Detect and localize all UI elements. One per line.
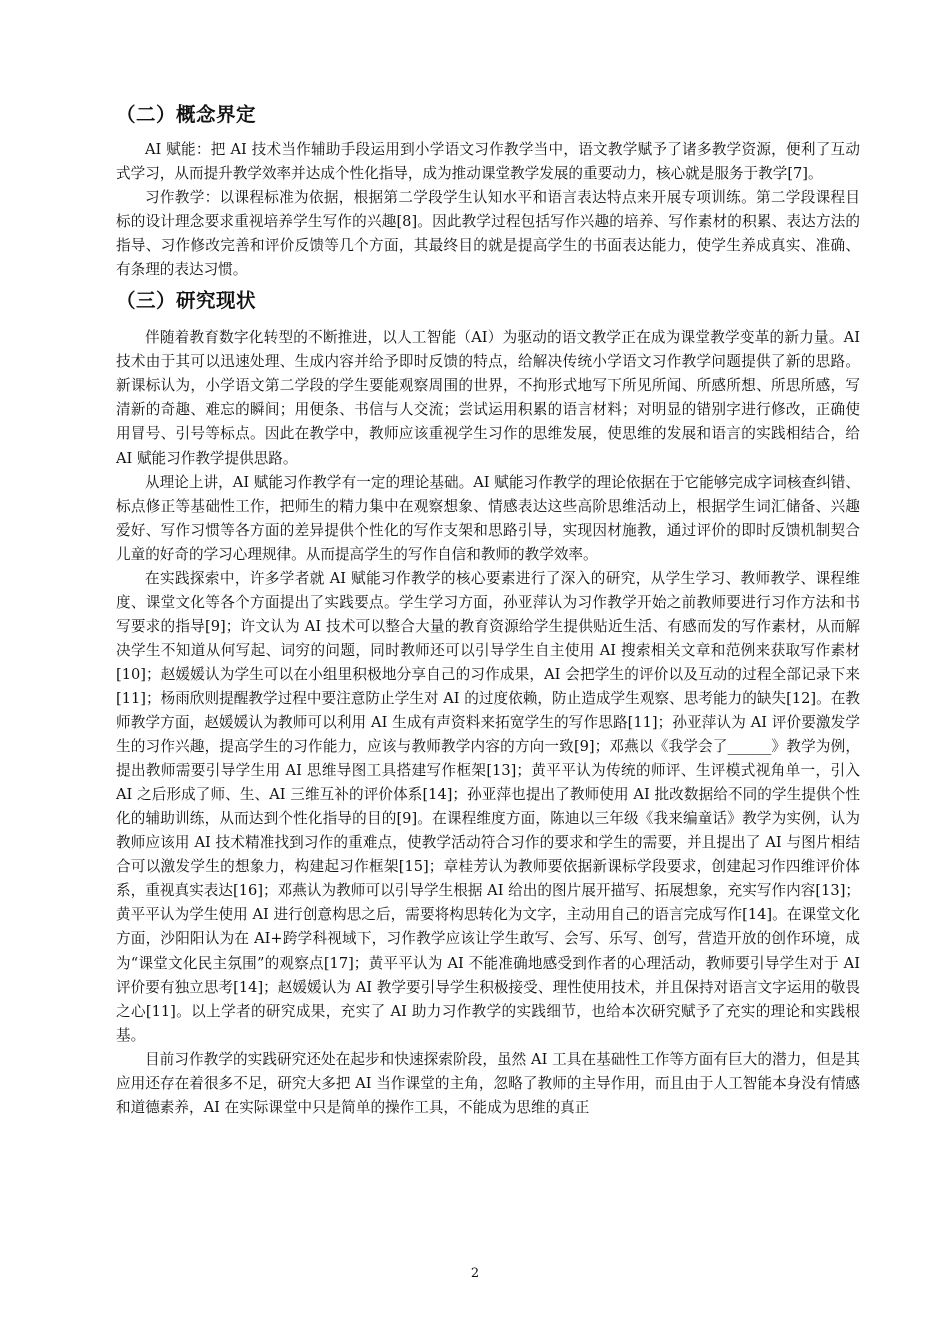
paragraph: 伴随着教育数字化转型的不断推进，以人工智能（AI）为驱动的语文教学正在成为课堂教学变革的新力量。AI 技术由于其可以迅速处理、生成内容并给予即时反馈的特点，给解决传统小学语文习作教学问题提供了新的思路。新课标认为，小学语文第二学段的学生要能观察周围的世界，不拘形式地写下所见所闻、所感所想、所思所感，写清新的奇趣、难忘的瞬间；用便条、书信与人交流；尝试运用积累的语言材料；对明显的错别字进行修改，正确使用冒号、引号等标点。因此在教学中，教师应该重视学生习作的思维发展，使思维的发展和语言的实践相结合，给 AI 赋能习作教学提供思路。	[116, 329, 860, 467]
page-number: 2	[470, 1266, 480, 1281]
paragraph: 目前习作教学的实践研究还处在起步和快速探索阶段，虽然 AI 工具在基础性工作等方面有巨大的潜力，但是其应用还存在着很多不足，研究大多把 AI 当作课堂的主角，忽略了教师的主导作用，而且由于人工智能本身没有情感和道德素养，AI 在实际课堂中只是简单的操作工具，不能成为思维的真正	[116, 1050, 860, 1116]
section-heading-concept: （二）概念界定	[116, 103, 257, 126]
page-content	[116, 96, 860, 1120]
section-heading-status: （三）研究现状	[116, 289, 257, 313]
paragraph: AI 赋能：把 AI 技术当作辅助手段运用到小学语文习作教学当中，语文教学赋予了诸多教学资源，便利了互动式学习，从而提升教学效率并达成个性化指导，成为推动课堂教学发展的重要动力，核心就是服务于教学[7]。	[116, 141, 860, 183]
paragraph: 从理论上讲，AI 赋能习作教学有一定的理论基础。AI 赋能习作教学的理论依据在于它能够完成字词核查纠错、标点修正等基础性工作，把师生的精力集中在观察想象、情感表达这些高阶思维活动上，根据学生词汇储备、兴趣爱好、写作习惯等各方面的差异提供个性化的写作支架和思路引导，实现因材施教，通过评价的即时反馈机制契合儿童的好奇的学习心理规律。从而提高学生的写作自信和教师的教学效率。	[116, 473, 860, 563]
paragraph: 习作教学：以课程标准为依据，根据第二学段学生认知水平和语言表达特点来开展专项训练。第二学段课程目标的设计理念要求重视培养学生写作的兴趣[8]。因此教学过程包括写作兴趣的培养、写作素材的积累、表达方法的指导、习作修改完善和评价反馈等几个方面，其最终目的就是提高学生的书面表达能力，使学生养成真实、准确、有条理的表达习惯。	[116, 189, 860, 279]
paragraph: 在实践探索中，许多学者就 AI 赋能习作教学的核心要素进行了深入的研究，从学生学习、教师教学、课程维度、课堂文化等各个方面提出了实践要点。学生学习方面，孙亚萍认为习作教学开始之前教师要进行习作方法和书写要求的指导[9]；许文认为 AI 技术可以整合大量的教育资源给学生提供贴近生活、有感而发的写作素材，从而解决学生不知道从何写起、词穷的问题，同时教师还可以引导学生自主使用 AI 搜索相关文章和范例来获取写作素材[10]；赵媛媛认为学生可以在小组里积极地分享自己的习作成果，AI 会把学生的评价以及互动的过程全部记录下来[11]；杨雨欣则提醒教学过程中要注意防止学生对 AI 的过度依赖，防止造成学生观察、思考能力的缺失[12]。在教师教学方面，赵媛媛认为教师可以利用 AI 生成有声资料来拓宽学生的写作思路[11]；孙亚萍认为 AI 评价要激发学生的习作兴趣，提高学生的习作能力，应该与教师教学内容的方向一致[9]；邓燕以《我学会了______》教学为例，提出教师需要引导学生用 AI 思维导图工具搭建写作框架[13]；黄平平认为传统的师评、生评模式视角单一，引入 AI 之后形成了师、生、AI 三维互补的评价体系[14]；孙亚萍也提出了教师使用 AI 批改数据给不同的学生提供个性化的辅助训练，从而达到个性化指导的目的[9]。在课程维度方面，陈迪以三年级《我来编童话》教学为实例，认为教师应该用 AI 技术精准找到习作的重难点，使教学活动符合习作的要求和学生的需要，并且提出了 AI 与图片相结合可以激发学生的想象力，构建起习作框架[15]；章桂芳认为教师要依据新课标学段要求，创建起习作四维评价体系，重视真实表达[16]；邓燕认为教师可以引导学生根据 AI 给出的图片展开描写、拓展想象，充实写作内容[13]；黄平平认为学生使用 AI 进行创意构思之后，需要将构思转化为文字，主动用自己的语言完成写作[14]。在课堂文化方面，沙阳阳认为在 AI+跨学科视域下，习作教学应该让学生敢写、会写、乐写、创写，营造开放的创作环境，成为“课堂文化民主氛围”的观察点[17]；黄平平认为 AI 不能准确地感受到作者的心理活动，教师要引导学生对于 AI 评价要有独立思考[14]；赵媛媛认为 AI 教学要引导学生积极接受、理性使用技术，并且保持对语言文字运用的敬畏之心[11]。以上学者的研究成果，充实了 AI 助力习作教学的实践细节，也给本次研究赋予了充实的理论和实践根基。	[116, 569, 860, 1044]
